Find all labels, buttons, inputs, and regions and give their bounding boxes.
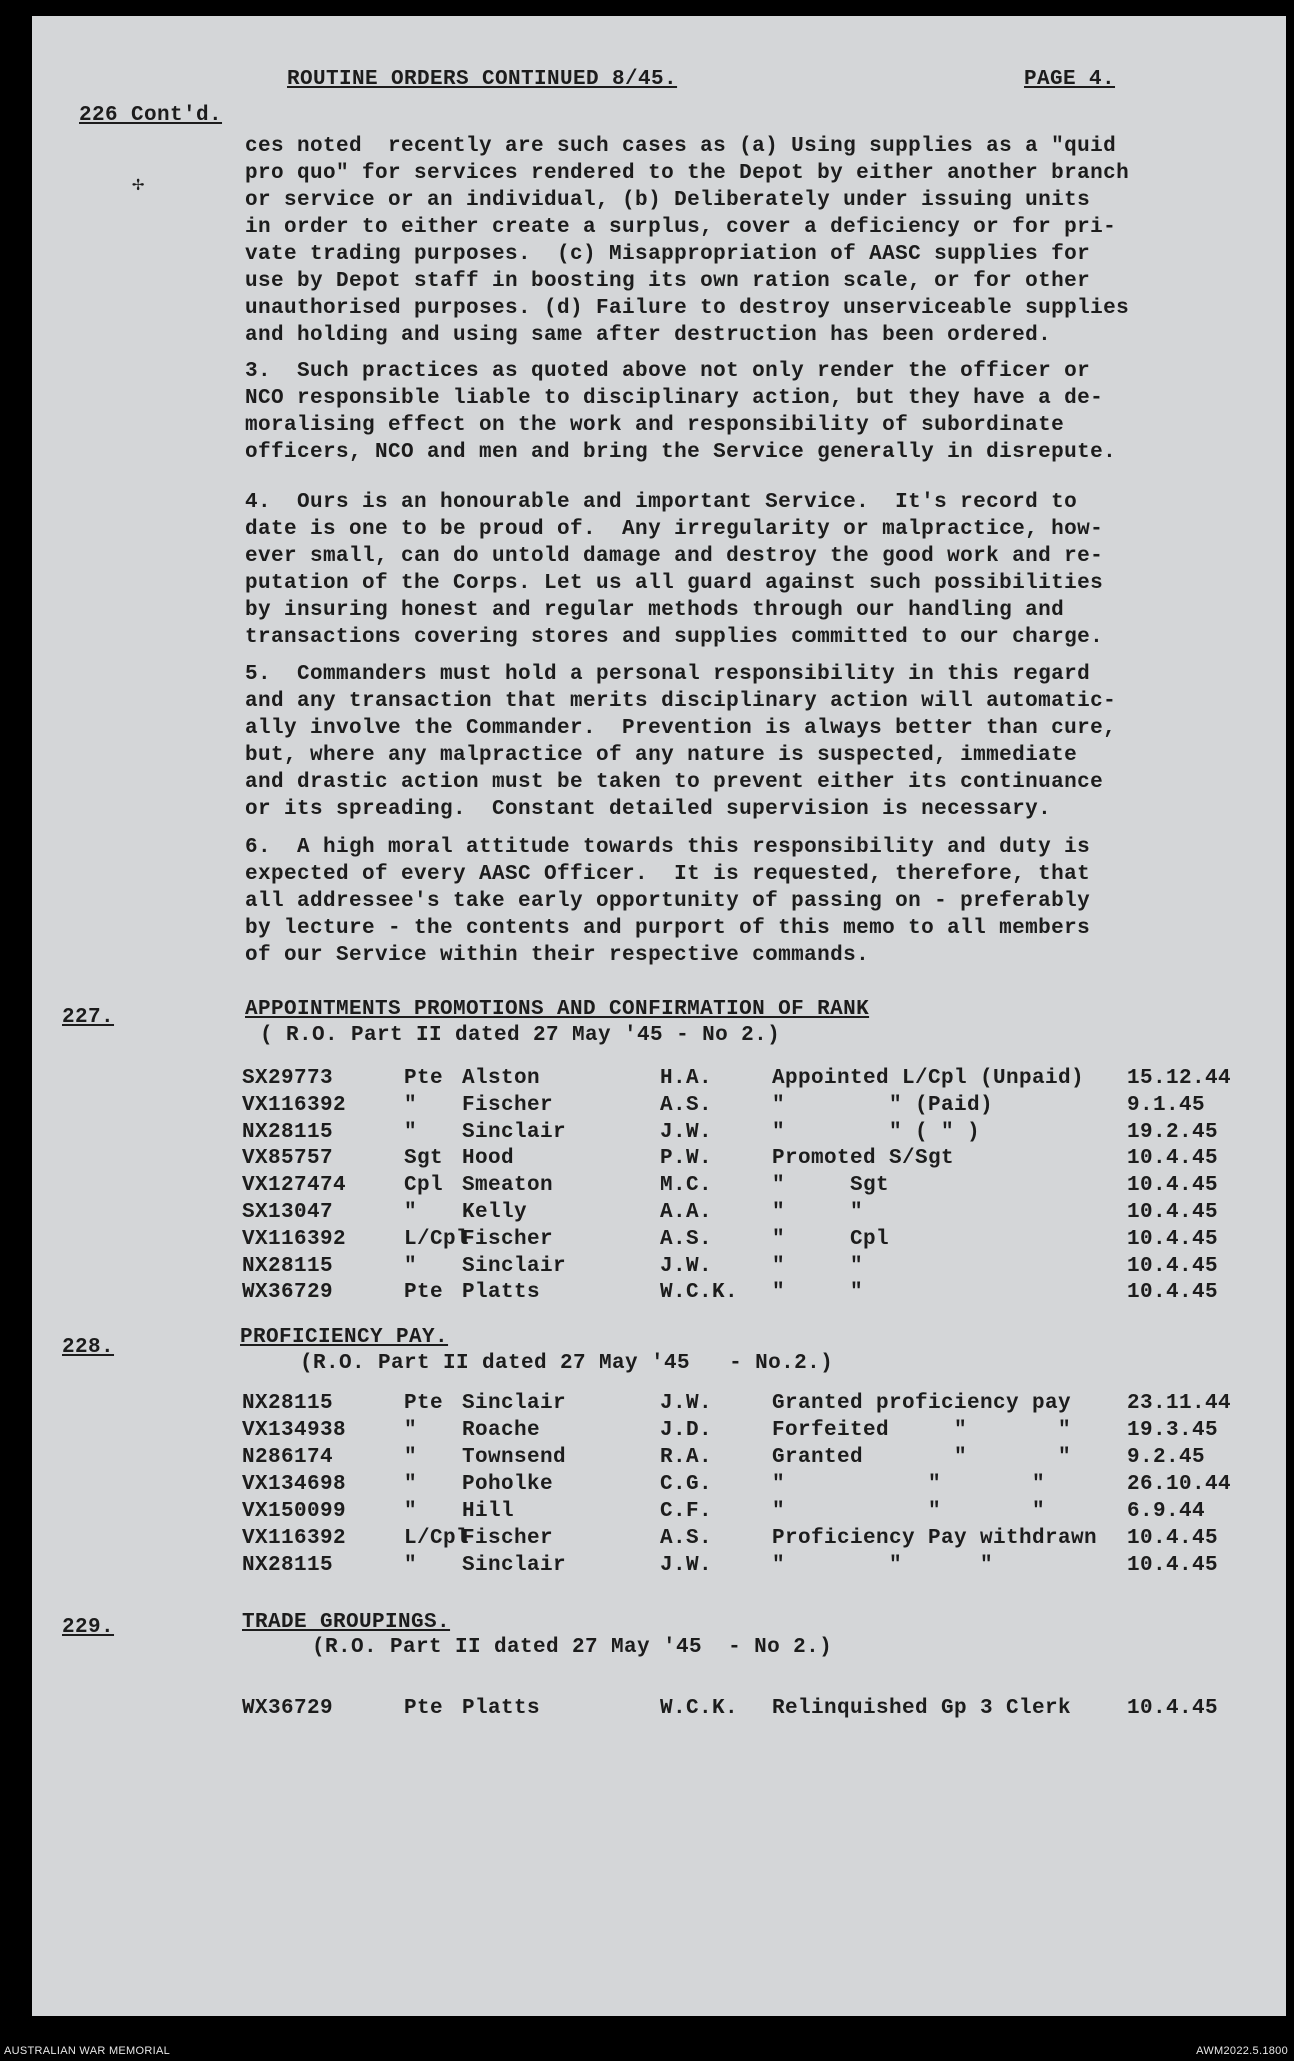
roll-cell-rank: " [404, 1254, 418, 1278]
roll-cell-name: Poholke [462, 1473, 554, 1496]
roll-cell-date: 9.1.45 [1127, 1093, 1206, 1117]
roll-cell-init: C.F. [660, 1500, 713, 1523]
roll-row [32, 1499, 1282, 1525]
roll-row [32, 1254, 1282, 1280]
roll-cell-no: VX127474 [242, 1174, 347, 1198]
section-number-227: 227. [62, 1006, 115, 1029]
roll-row [32, 1280, 1282, 1306]
roll-cell-date: 10.4.45 [1127, 1554, 1219, 1577]
roll-cell-init: J.W. [660, 1254, 713, 1278]
roll-cell-no: VX150099 [242, 1500, 347, 1523]
roll-cell-rank: " [404, 1554, 418, 1577]
roll-cell-name: Fischer [462, 1227, 554, 1251]
roll-cell-name: Townsend [462, 1446, 567, 1469]
roll-cell-rank: Pte [404, 1281, 444, 1305]
roll-cell-init: C.G. [660, 1473, 713, 1496]
text-line: use by Depot staff in boosting its own ration scale, or for other [245, 270, 1091, 293]
text-line: moralising effect on the work and responsibility of subordinate [245, 414, 1065, 437]
roll-cell-name: Sinclair [462, 1254, 567, 1278]
section-heading-228: PROFICIENCY PAY. [240, 1326, 449, 1349]
stray-pen-mark: ✢ [132, 174, 145, 197]
roll-cell-date: 10.4.45 [1127, 1147, 1219, 1171]
roll-cell-init: A.S. [660, 1227, 713, 1251]
text-line: of our Service within their respective commands. [245, 944, 870, 967]
roll-cell-name: Kelly [462, 1201, 528, 1224]
roll-cell-action: Promoted S/Sgt [772, 1147, 955, 1171]
section-sub-227: ( R.O. Part II dated 27 May '45 - No 2.) [260, 1024, 781, 1047]
roll-cell-date: 9.2.45 [1127, 1446, 1206, 1469]
roll-cell-no: VX134938 [242, 1419, 347, 1442]
roll-cell-no: NX28115 [242, 1392, 334, 1415]
roll-cell-action: Appointed L/Cpl (Unpaid) [772, 1067, 1085, 1090]
roll-cell-date: 23.11.44 [1127, 1392, 1232, 1415]
paragraph-4 [245, 489, 1265, 651]
roll-cell-no: VX85757 [242, 1147, 334, 1171]
roll-row [32, 1391, 1282, 1417]
roll-cell-action: " " [772, 1254, 864, 1278]
roll-row [32, 1120, 1282, 1146]
roll-cell-rank: " [404, 1446, 418, 1469]
text-line: 6. A high moral attitude towards this responsibility and duty is [245, 836, 1091, 859]
text-line: or service or an individual, (b) Deliberately under issuing units [245, 189, 1091, 212]
roll-cell-name: Hill [462, 1500, 515, 1523]
section-heading-227: APPOINTMENTS PROMOTIONS AND CONFIRMATION OF RANK [245, 998, 870, 1021]
roll-cell-name: Platts [462, 1281, 541, 1305]
paragraph-5 [245, 661, 1265, 823]
text-line: ally involve the Commander. Prevention is always better than cure, [245, 717, 1117, 740]
text-line: by lecture - the contents and purport of this memo to all members [245, 917, 1091, 940]
roll-cell-action: " " ( " ) [772, 1120, 981, 1144]
roll-row [32, 1066, 1282, 1092]
roll-cell-name: Smeaton [462, 1174, 554, 1198]
text-line: officers, NCO and men and bring the Service generally in disrepute. [245, 441, 1117, 464]
roll-cell-rank: " [404, 1093, 418, 1117]
roll-cell-action: " " [772, 1201, 864, 1224]
roll-cell-rank: " [404, 1120, 418, 1144]
roll-row [32, 1696, 1282, 1722]
roll-cell-date: 10.4.45 [1127, 1697, 1219, 1720]
text-line: but, where any malpractice of any nature is suspected, immediate [245, 744, 1078, 767]
roll-row [32, 1093, 1282, 1119]
roll-cell-action: Granted " " [772, 1446, 1072, 1469]
roll-cell-name: Sinclair [462, 1554, 567, 1577]
roll-cell-init: A.S. [660, 1093, 713, 1117]
section-sub-228: (R.O. Part II dated 27 May '45 - No.2.) [300, 1352, 834, 1375]
roll-cell-no: WX36729 [242, 1281, 334, 1305]
roll-cell-name: Fischer [462, 1093, 554, 1117]
roll-cell-name: Sinclair [462, 1120, 567, 1144]
paragraph-3 [245, 358, 1265, 466]
text-line: pro quo" for services rendered to the Depot by either another branch [245, 162, 1130, 185]
roll-cell-rank: " [404, 1500, 418, 1523]
roll-cell-rank: " [404, 1419, 418, 1442]
text-line: unauthorised purposes. (d) Failure to destroy unserviceable supplies [245, 297, 1130, 320]
roll-cell-action: " " " [772, 1473, 1046, 1496]
roll-row [32, 1173, 1282, 1199]
text-line: 4. Ours is an honourable and important Service. It's record to [245, 491, 1078, 514]
roll-cell-init: R.A. [660, 1446, 713, 1469]
text-line: 5. Commanders must hold a personal responsibility in this regard [245, 663, 1091, 686]
text-line: vate trading purposes. (c) Misappropriation of AASC supplies for [245, 243, 1091, 266]
text-line: in order to either create a surplus, cover a deficiency or for pri- [245, 216, 1117, 239]
text-line: ces noted recently are such cases as (a) Using supplies as a "quid [245, 135, 1117, 158]
roll-cell-no: WX36729 [242, 1697, 334, 1720]
roll-cell-no: SX29773 [242, 1067, 334, 1090]
roll-cell-name: Fischer [462, 1527, 554, 1550]
roll-cell-rank: " [404, 1201, 418, 1224]
roll-cell-action: " Sgt [772, 1174, 890, 1198]
section-heading-229: TRADE GROUPINGS. [242, 1611, 451, 1634]
document-page [32, 16, 1286, 2016]
roll-row [32, 1146, 1282, 1172]
section-number-228: 228. [62, 1336, 115, 1359]
roll-cell-init: J.W. [660, 1120, 713, 1144]
page-title: ROUTINE ORDERS CONTINUED 8/45. [287, 68, 678, 91]
roll-cell-rank: " [404, 1473, 418, 1496]
roll-cell-init: W.C.K. [660, 1697, 739, 1720]
roll-cell-date: 15.12.44 [1127, 1067, 1232, 1090]
text-line: by insuring honest and regular methods through our handling and [245, 599, 1065, 622]
roll-cell-no: N286174 [242, 1446, 334, 1469]
roll-cell-name: Platts [462, 1697, 541, 1720]
roll-cell-action: " Cpl [772, 1227, 890, 1251]
roll-cell-rank: Cpl [404, 1174, 444, 1198]
roll-cell-rank: L/Cpl [404, 1527, 470, 1550]
roll-row [32, 1200, 1282, 1226]
roll-cell-action: Proficiency Pay withdrawn [772, 1527, 1098, 1550]
roll-cell-date: 10.4.45 [1127, 1281, 1219, 1305]
roll-cell-no: NX28115 [242, 1120, 334, 1144]
roll-cell-rank: Sgt [404, 1147, 444, 1171]
roll-cell-rank: Pte [404, 1697, 444, 1720]
roll-cell-no: SX13047 [242, 1201, 334, 1224]
text-line: transactions covering stores and supplies committed to our charge. [245, 626, 1104, 649]
text-line: and drastic action must be taken to prevent either its continuance [245, 771, 1104, 794]
section-sub-229: (R.O. Part II dated 27 May '45 - No 2.) [312, 1636, 833, 1659]
section-number-229: 229. [62, 1616, 115, 1639]
roll-cell-action: Forfeited " " [772, 1419, 1072, 1442]
roll-cell-init: J.D. [660, 1419, 713, 1442]
roll-row [32, 1445, 1282, 1471]
roll-cell-rank: Pte [404, 1392, 444, 1415]
roll-cell-date: 10.4.45 [1127, 1527, 1219, 1550]
text-line: all addressee's take early opportunity of passing on - preferably [245, 890, 1091, 913]
roll-cell-date: 6.9.44 [1127, 1500, 1206, 1523]
paragraph-6 [245, 834, 1265, 969]
roll-cell-init: W.C.K. [660, 1281, 739, 1305]
paragraph-2 [245, 133, 1265, 349]
roll-cell-action: Granted proficiency pay [772, 1392, 1072, 1415]
text-line: NCO responsible liable to disciplinary action, but they have a de- [245, 387, 1104, 410]
continued-label: 226 Cont'd. [79, 104, 223, 127]
roll-cell-action: " " " [772, 1554, 994, 1577]
roll-row [32, 1418, 1282, 1444]
roll-cell-date: 10.4.45 [1127, 1201, 1219, 1224]
roll-cell-date: 10.4.45 [1127, 1227, 1219, 1251]
footer-accession-number: AWM2022.5.1800 [1196, 2045, 1288, 2057]
roll-cell-no: VX116392 [242, 1227, 347, 1251]
text-line: putation of the Corps. Let us all guard against such possibilities [245, 572, 1104, 595]
footer-institution: AUSTRALIAN WAR MEMORIAL [4, 2045, 171, 2057]
roll-cell-rank: L/Cpl [404, 1227, 470, 1251]
roll-cell-action: " " " [772, 1500, 1046, 1523]
roll-cell-no: VX134698 [242, 1473, 347, 1496]
roll-cell-name: Sinclair [462, 1392, 567, 1415]
roll-cell-action: " " (Paid) [772, 1093, 994, 1117]
text-line: ever small, can do untold damage and destroy the good work and re- [245, 545, 1104, 568]
text-line: and holding and using same after destruction has been ordered. [245, 324, 1052, 347]
roll-cell-date: 19.2.45 [1127, 1120, 1219, 1144]
text-line: and any transaction that merits disciplinary action will automatic- [245, 690, 1117, 713]
text-line: 3. Such practices as quoted above not only render the officer or [245, 360, 1091, 383]
roll-cell-init: J.W. [660, 1392, 713, 1415]
text-line: or its spreading. Constant detailed supervision is necessary. [245, 798, 1052, 821]
page-number: PAGE 4. [1024, 68, 1116, 91]
roll-row [32, 1553, 1282, 1579]
roll-cell-init: A.S. [660, 1527, 713, 1550]
roll-row [32, 1472, 1282, 1498]
roll-cell-date: 10.4.45 [1127, 1254, 1219, 1278]
text-line: expected of every AASC Officer. It is requested, therefore, that [245, 863, 1091, 886]
roll-row [32, 1526, 1282, 1552]
roll-cell-action: " " [772, 1281, 864, 1305]
roll-cell-no: VX116392 [242, 1093, 347, 1117]
roll-cell-date: 10.4.45 [1127, 1174, 1219, 1198]
roll-cell-rank: Pte [404, 1067, 444, 1090]
roll-row [32, 1227, 1282, 1253]
roll-cell-name: Roache [462, 1419, 541, 1442]
roll-cell-date: 19.3.45 [1127, 1419, 1219, 1442]
roll-cell-name: Hood [462, 1147, 515, 1171]
roll-cell-init: A.A. [660, 1201, 713, 1224]
roll-cell-action: Relinquished Gp 3 Clerk [772, 1697, 1072, 1720]
roll-cell-no: NX28115 [242, 1254, 334, 1278]
roll-cell-init: P.W. [660, 1147, 713, 1171]
roll-cell-init: J.W. [660, 1554, 713, 1577]
roll-cell-init: H.A. [660, 1067, 713, 1090]
roll-cell-name: Alston [462, 1067, 541, 1090]
roll-cell-no: VX116392 [242, 1527, 347, 1550]
roll-cell-no: NX28115 [242, 1554, 334, 1577]
roll-cell-date: 26.10.44 [1127, 1473, 1232, 1496]
text-line: date is one to be proud of. Any irregularity or malpractice, how- [245, 518, 1104, 541]
roll-cell-init: M.C. [660, 1174, 713, 1198]
